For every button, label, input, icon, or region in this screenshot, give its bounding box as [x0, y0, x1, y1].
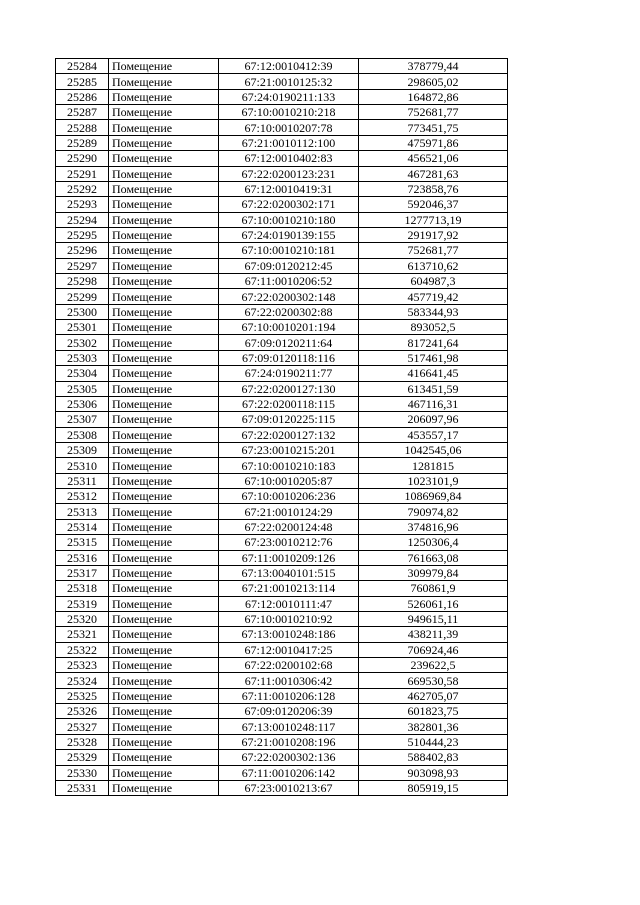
row-number-cell: 25327 — [56, 719, 109, 734]
cadastral-number-cell: 67:12:0010417:25 — [219, 642, 359, 657]
cadastral-value-cell: 805919,15 — [359, 780, 508, 795]
row-number-cell: 25296 — [56, 243, 109, 258]
row-number-cell: 25320 — [56, 611, 109, 626]
cadastral-number-cell: 67:10:0010210:183 — [219, 458, 359, 473]
row-number-cell: 25328 — [56, 734, 109, 749]
cadastral-value-cell: 706924,46 — [359, 642, 508, 657]
cadastral-number-cell: 67:21:0010112:100 — [219, 135, 359, 150]
cadastral-value-cell: 752681,77 — [359, 105, 508, 120]
cadastral-number-cell: 67:22:0200102:68 — [219, 658, 359, 673]
row-number-cell: 25319 — [56, 596, 109, 611]
cadastral-number-cell: 67:22:0200127:132 — [219, 427, 359, 442]
row-number-cell: 25309 — [56, 442, 109, 457]
cadastral-number-cell: 67:22:0200302:88 — [219, 304, 359, 319]
table-row — [56, 74, 508, 89]
row-number-cell: 25331 — [56, 780, 109, 795]
cadastral-number-cell: 67:23:0010212:76 — [219, 535, 359, 550]
object-type-cell: Помещение — [109, 719, 219, 734]
row-number-cell: 25302 — [56, 335, 109, 350]
table-row — [56, 197, 508, 212]
cadastral-number-cell: 67:21:0010208:196 — [219, 734, 359, 749]
table-row — [56, 719, 508, 734]
row-number-cell: 25286 — [56, 89, 109, 104]
object-type-cell: Помещение — [109, 151, 219, 166]
table-row — [56, 734, 508, 749]
cadastral-number-cell: 67:11:0010306:42 — [219, 673, 359, 688]
cadastral-number-cell: 67:21:0010213:114 — [219, 581, 359, 596]
table-row — [56, 565, 508, 580]
cadastral-number-cell: 67:10:0010210:218 — [219, 105, 359, 120]
row-number-cell: 25315 — [56, 535, 109, 550]
row-number-cell: 25285 — [56, 74, 109, 89]
object-type-cell: Помещение — [109, 704, 219, 719]
cadastral-value-cell: 239622,5 — [359, 658, 508, 673]
cadastral-value-cell: 588402,83 — [359, 750, 508, 765]
row-number-cell: 25326 — [56, 704, 109, 719]
object-type-cell: Помещение — [109, 212, 219, 227]
row-number-cell: 25325 — [56, 688, 109, 703]
row-number-cell: 25306 — [56, 396, 109, 411]
row-number-cell: 25324 — [56, 673, 109, 688]
object-type-cell: Помещение — [109, 74, 219, 89]
row-number-cell: 25293 — [56, 197, 109, 212]
table-row — [56, 320, 508, 335]
table-row — [56, 658, 508, 673]
cadastral-number-cell: 67:09:0120211:64 — [219, 335, 359, 350]
cadastral-number-cell: 67:10:0010207:78 — [219, 120, 359, 135]
table-row — [56, 89, 508, 104]
cadastral-value-cell: 309979,84 — [359, 565, 508, 580]
cadastral-value-cell: 298605,02 — [359, 74, 508, 89]
cadastral-number-cell: 67:10:0010201:194 — [219, 320, 359, 335]
table-row — [56, 489, 508, 504]
cadastral-number-cell: 67:13:0010248:117 — [219, 719, 359, 734]
object-type-cell: Помещение — [109, 596, 219, 611]
table-row — [56, 181, 508, 196]
object-type-cell: Помещение — [109, 289, 219, 304]
table-row — [56, 704, 508, 719]
cadastral-number-cell: 67:23:0010215:201 — [219, 442, 359, 457]
cadastral-value-cell: 526061,16 — [359, 596, 508, 611]
cadastral-value-cell: 510444,23 — [359, 734, 508, 749]
object-type-cell: Помещение — [109, 673, 219, 688]
table-row — [56, 166, 508, 181]
object-type-cell: Помещение — [109, 780, 219, 795]
object-type-cell: Помещение — [109, 427, 219, 442]
row-number-cell: 25292 — [56, 181, 109, 196]
table-row — [56, 427, 508, 442]
object-type-cell: Помещение — [109, 519, 219, 534]
table-row — [56, 673, 508, 688]
table-row — [56, 780, 508, 795]
cadastral-value-cell: 893052,5 — [359, 320, 508, 335]
table-row — [56, 504, 508, 519]
table-row — [56, 581, 508, 596]
object-type-cell: Помещение — [109, 166, 219, 181]
object-type-cell: Помещение — [109, 274, 219, 289]
cadastral-value-cell: 378779,44 — [359, 59, 508, 74]
object-type-cell: Помещение — [109, 581, 219, 596]
cadastral-value-cell: 761663,08 — [359, 550, 508, 565]
row-number-cell: 25287 — [56, 105, 109, 120]
table-row — [56, 688, 508, 703]
cadastral-number-cell: 67:21:0010125:32 — [219, 74, 359, 89]
cadastral-number-cell: 67:12:0010402:83 — [219, 151, 359, 166]
object-type-cell: Помещение — [109, 750, 219, 765]
table-row — [56, 304, 508, 319]
object-type-cell: Помещение — [109, 366, 219, 381]
object-type-cell: Помещение — [109, 304, 219, 319]
cadastral-number-cell: 67:24:0190139:155 — [219, 227, 359, 242]
cadastral-number-cell: 67:24:0190211:133 — [219, 89, 359, 104]
table-row — [56, 519, 508, 534]
cadastral-value-cell: 456521,06 — [359, 151, 508, 166]
row-number-cell: 25291 — [56, 166, 109, 181]
object-type-cell: Помещение — [109, 120, 219, 135]
row-number-cell: 25308 — [56, 427, 109, 442]
table-row — [56, 458, 508, 473]
cadastral-value-cell: 613710,62 — [359, 258, 508, 273]
cadastral-number-cell: 67:09:0120118:116 — [219, 350, 359, 365]
object-type-cell: Помещение — [109, 642, 219, 657]
cadastral-number-cell: 67:22:0200127:130 — [219, 381, 359, 396]
cadastral-number-cell: 67:13:0040101:515 — [219, 565, 359, 580]
row-number-cell: 25310 — [56, 458, 109, 473]
cadastral-number-cell: 67:12:0010412:39 — [219, 59, 359, 74]
row-number-cell: 25312 — [56, 489, 109, 504]
table-row — [56, 550, 508, 565]
row-number-cell: 25301 — [56, 320, 109, 335]
object-type-cell: Помещение — [109, 412, 219, 427]
cadastral-number-cell: 67:13:0010248:186 — [219, 627, 359, 642]
row-number-cell: 25295 — [56, 227, 109, 242]
cadastral-number-cell: 67:21:0010124:29 — [219, 504, 359, 519]
cadastral-value-cell: 790974,82 — [359, 504, 508, 519]
object-type-cell: Помещение — [109, 243, 219, 258]
cadastral-number-cell: 67:10:0010206:236 — [219, 489, 359, 504]
row-number-cell: 25314 — [56, 519, 109, 534]
object-type-cell: Помещение — [109, 458, 219, 473]
cadastral-number-cell: 67:22:0200118:115 — [219, 396, 359, 411]
table-row — [56, 227, 508, 242]
object-type-cell: Помещение — [109, 489, 219, 504]
cadastral-value-cell: 467116,31 — [359, 396, 508, 411]
table-row — [56, 105, 508, 120]
object-type-cell: Помещение — [109, 105, 219, 120]
cadastral-number-cell: 67:11:0010209:126 — [219, 550, 359, 565]
object-type-cell: Помещение — [109, 396, 219, 411]
object-type-cell: Помещение — [109, 135, 219, 150]
row-number-cell: 25307 — [56, 412, 109, 427]
cadastral-number-cell: 67:22:0200123:231 — [219, 166, 359, 181]
table-row — [56, 473, 508, 488]
object-type-cell: Помещение — [109, 258, 219, 273]
object-type-cell: Помещение — [109, 335, 219, 350]
cadastral-value-cell: 592046,37 — [359, 197, 508, 212]
object-type-cell: Помещение — [109, 473, 219, 488]
cadastral-number-cell: 67:10:0010205:87 — [219, 473, 359, 488]
cadastral-value-cell: 604987,3 — [359, 274, 508, 289]
table-row — [56, 212, 508, 227]
cadastral-number-cell: 67:09:0120206:39 — [219, 704, 359, 719]
row-number-cell: 25299 — [56, 289, 109, 304]
cadastral-value-cell: 1281815 — [359, 458, 508, 473]
cadastral-value-cell: 760861,9 — [359, 581, 508, 596]
row-number-cell: 25329 — [56, 750, 109, 765]
cadastral-number-cell: 67:22:0200302:171 — [219, 197, 359, 212]
cadastral-value-cell: 416641,45 — [359, 366, 508, 381]
cadastral-value-cell: 475971,86 — [359, 135, 508, 150]
table-row — [56, 135, 508, 150]
object-type-cell: Помещение — [109, 197, 219, 212]
table-row — [56, 596, 508, 611]
row-number-cell: 25298 — [56, 274, 109, 289]
object-type-cell: Помещение — [109, 181, 219, 196]
object-type-cell: Помещение — [109, 688, 219, 703]
table-row — [56, 289, 508, 304]
cadastral-number-cell: 67:12:0010419:31 — [219, 181, 359, 196]
cadastral-value-cell: 164872,86 — [359, 89, 508, 104]
table-row — [56, 412, 508, 427]
object-type-cell: Помещение — [109, 442, 219, 457]
cadastral-value-cell: 1042545,06 — [359, 442, 508, 457]
object-type-cell: Помещение — [109, 627, 219, 642]
cadastral-value-cell: 817241,64 — [359, 335, 508, 350]
cadastral-value-cell: 206097,96 — [359, 412, 508, 427]
cadastral-number-cell: 67:23:0010213:67 — [219, 780, 359, 795]
object-type-cell: Помещение — [109, 550, 219, 565]
object-type-cell: Помещение — [109, 565, 219, 580]
cadastral-value-cell: 291917,92 — [359, 227, 508, 242]
cadastral-number-cell: 67:10:0010210:181 — [219, 243, 359, 258]
cadastral-value-cell: 949615,11 — [359, 611, 508, 626]
row-number-cell: 25288 — [56, 120, 109, 135]
cadastral-value-cell: 613451,59 — [359, 381, 508, 396]
table-row — [56, 350, 508, 365]
cadastral-number-cell: 67:10:0010210:92 — [219, 611, 359, 626]
cadastral-value-cell: 453557,17 — [359, 427, 508, 442]
cadastral-value-cell: 438211,39 — [359, 627, 508, 642]
cadastral-value-cell: 1023101,9 — [359, 473, 508, 488]
table-row — [56, 258, 508, 273]
row-number-cell: 25297 — [56, 258, 109, 273]
row-number-cell: 25317 — [56, 565, 109, 580]
row-number-cell: 25323 — [56, 658, 109, 673]
row-number-cell: 25303 — [56, 350, 109, 365]
object-type-cell: Помещение — [109, 89, 219, 104]
cadastral-number-cell: 67:11:0010206:142 — [219, 765, 359, 780]
row-number-cell: 25318 — [56, 581, 109, 596]
row-number-cell: 25290 — [56, 151, 109, 166]
row-number-cell: 25321 — [56, 627, 109, 642]
cadastral-value-cell: 457719,42 — [359, 289, 508, 304]
cadastral-number-cell: 67:09:0120225:115 — [219, 412, 359, 427]
row-number-cell: 25330 — [56, 765, 109, 780]
table-row — [56, 366, 508, 381]
cadastral-value-cell: 752681,77 — [359, 243, 508, 258]
object-type-cell: Помещение — [109, 320, 219, 335]
table-row — [56, 627, 508, 642]
object-type-cell: Помещение — [109, 535, 219, 550]
table-row — [56, 151, 508, 166]
cadastral-value-cell: 669530,58 — [359, 673, 508, 688]
table-row — [56, 335, 508, 350]
object-type-cell: Помещение — [109, 504, 219, 519]
table-row — [56, 381, 508, 396]
cadastral-value-cell: 1277713,19 — [359, 212, 508, 227]
table-row — [56, 442, 508, 457]
cadastral-number-cell: 67:22:0200124:48 — [219, 519, 359, 534]
cadastral-number-cell: 67:09:0120212:45 — [219, 258, 359, 273]
row-number-cell: 25322 — [56, 642, 109, 657]
cadastral-number-cell: 67:24:0190211:77 — [219, 366, 359, 381]
row-number-cell: 25284 — [56, 59, 109, 74]
cadastral-number-cell: 67:22:0200302:136 — [219, 750, 359, 765]
table-row — [56, 243, 508, 258]
row-number-cell: 25300 — [56, 304, 109, 319]
table-row — [56, 642, 508, 657]
cadastral-value-cell: 903098,93 — [359, 765, 508, 780]
cadastral-value-cell: 462705,07 — [359, 688, 508, 703]
object-type-cell: Помещение — [109, 381, 219, 396]
row-number-cell: 25313 — [56, 504, 109, 519]
row-number-cell: 25316 — [56, 550, 109, 565]
cadastral-number-cell: 67:11:0010206:52 — [219, 274, 359, 289]
table-row — [56, 611, 508, 626]
object-type-cell: Помещение — [109, 765, 219, 780]
row-number-cell: 25311 — [56, 473, 109, 488]
cadastral-value-cell: 773451,75 — [359, 120, 508, 135]
cadastral-value-cell: 382801,36 — [359, 719, 508, 734]
row-number-cell: 25304 — [56, 366, 109, 381]
object-type-cell: Помещение — [109, 734, 219, 749]
table-row — [56, 59, 508, 74]
table-row — [56, 396, 508, 411]
row-number-cell: 25305 — [56, 381, 109, 396]
table-row — [56, 765, 508, 780]
cadastral-value-cell: 517461,98 — [359, 350, 508, 365]
cadastral-value-cell: 1086969,84 — [359, 489, 508, 504]
cadastral-value-cell: 723858,76 — [359, 181, 508, 196]
registry-table — [55, 58, 508, 796]
row-number-cell: 25289 — [56, 135, 109, 150]
table-row — [56, 535, 508, 550]
cadastral-value-cell: 601823,75 — [359, 704, 508, 719]
object-type-cell: Помещение — [109, 658, 219, 673]
registry-table-body — [56, 59, 508, 796]
cadastral-number-cell: 67:12:0010111:47 — [219, 596, 359, 611]
cadastral-number-cell: 67:10:0010210:180 — [219, 212, 359, 227]
cadastral-number-cell: 67:22:0200302:148 — [219, 289, 359, 304]
object-type-cell: Помещение — [109, 59, 219, 74]
cadastral-value-cell: 374816,96 — [359, 519, 508, 534]
object-type-cell: Помещение — [109, 227, 219, 242]
row-number-cell: 25294 — [56, 212, 109, 227]
table-row — [56, 120, 508, 135]
cadastral-value-cell: 1250306,4 — [359, 535, 508, 550]
cadastral-value-cell: 583344,93 — [359, 304, 508, 319]
object-type-cell: Помещение — [109, 350, 219, 365]
object-type-cell: Помещение — [109, 611, 219, 626]
cadastral-number-cell: 67:11:0010206:128 — [219, 688, 359, 703]
table-row — [56, 274, 508, 289]
table-row — [56, 750, 508, 765]
cadastral-value-cell: 467281,63 — [359, 166, 508, 181]
